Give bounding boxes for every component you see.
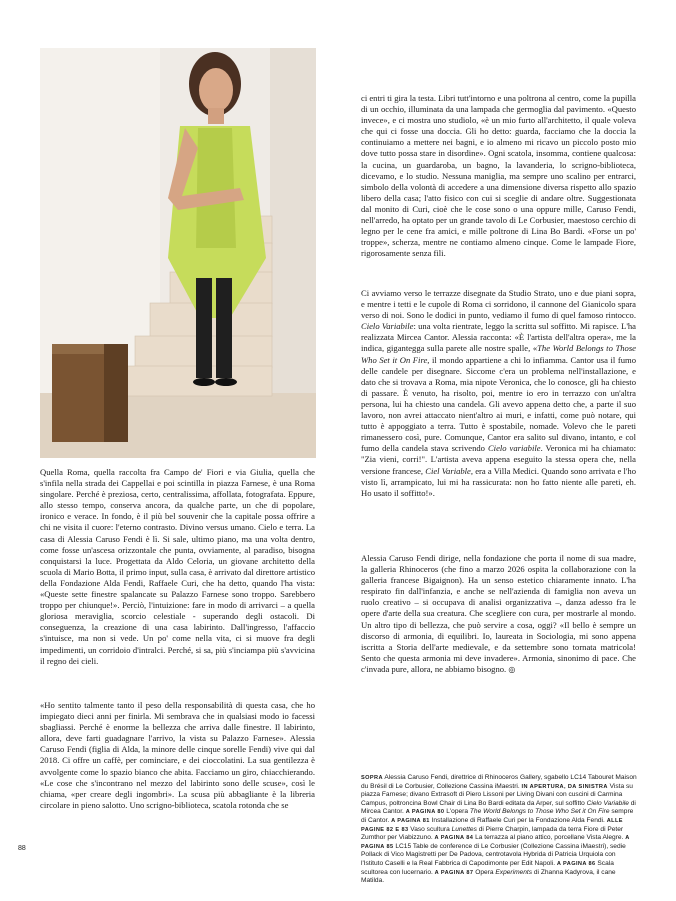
wooden-stool bbox=[52, 344, 128, 442]
body-column-right-3 bbox=[361, 553, 636, 675]
text-run: : una volta rientrate, leggo la scritta sul soffitto. Mi rapisce. L'ha realizzata Mircea Cantor. Alessia racconta: «È l'artista dell'altra opera», me la indica, gigantegga sulla parete alle nostre spalle, « bbox=[361, 321, 637, 354]
body-column-right-1 bbox=[361, 93, 636, 259]
paragraph: «Ho sentito talmente tanto il peso della responsabilità di questa casa, che ho impiegato dieci anni per finirla. Mi sembrava che in qualsiasi modo io facessi sbagliassi. Perché è enorme la bellezza che arriva dalle finestre. Il labirinto, allora, deve farti guadagnare l'arrivo, la vista su Palazzo Farnese». Alessia Caruso Fendi (figlia di Alda, la minore delle cinque sorelle Fendi) vive qui dal 2018. Ci offre un caffè, per cominciare, e dei cioccolatini. La sua gentilezza è avvolgente come lo spazio bianco che abita. Facciamo un giro, chiacchierando. «Le cose che s'incontrano nel mezzo del labirinto sono delle scuse», così le chiama, «per creare degli ingombri». La scusa più abbagliante è la libreria circolare in pieno salotto. Uno scrigno-biblioteca, scatola rotonda che se bbox=[40, 700, 315, 810]
caption-text: sempre di Cantor. bbox=[361, 808, 634, 824]
artwork-title: The World Belongs to Those Who Set it On Fire bbox=[361, 343, 636, 365]
caption-artwork: The World Belongs to Those Who Set it On Fire bbox=[469, 808, 610, 816]
text-run: Ci avviamo verso le terrazze disegnate da Studio Strato, uno e due piani sopra, e mentre i tetti e le cupole di Roma ci sorridono, il cannone del Gianicolo spara verso di noi. Sono le dodici in punto, vediamo il fumo di quel famoso rintocco. bbox=[361, 288, 636, 321]
caption-text: Alessia Caruso Fendi, direttrice di Rhinoceros Gallery, sgabello LC14 Tabouret Maison du Brésil di Le Corbusier, Collezione Cassina iMaestri. bbox=[361, 774, 637, 790]
caption-artwork: Cielo Variabile bbox=[586, 799, 629, 807]
paragraph bbox=[361, 553, 636, 675]
caption-label: IN APERTURA, DA SINISTRA bbox=[521, 783, 608, 790]
caption-label: A PAGINA 84 bbox=[434, 835, 474, 842]
text-run: . Veronica mi ha chiamato: "Zia vieni, corri!". L'artista aveva appena eseguito la stessa opera che, nella versione francese, bbox=[361, 443, 636, 476]
body-column-left-bottom bbox=[40, 700, 315, 811]
text-run: Alessia Caruso Fendi dirige, nella fondazione che porta il nome di sua madre, la galleria Rhinoceros (che fino a marzo 2026 ospita la collaborazione con la galleria francese Bigaignon). Ha un senso estetico chiaramente innato. L'ha respirato fin dall'infanzia, e anche se nell'azienda di famiglia non aveva un ruolo creativo – si occupava di analisi organizzativa –, danza adesso fra le opere d'arte della sua creatura. Che scegliere con cura, per mostrarle al mondo. Un altro tipo di bellezza, che può servire a cosa, oggi? «Il bello è sempre un discorso di armonia, di equilibri. Io, laureata in Sociologia, mi sono appena iscritta a Storia dell'arte medievale, e da settembre sono tornata matricola! Sento che questa armonia mi deve invadere». Armonia, sinonimo di pace. Che c'invada pure, allora, ne abbiamo bisogno. bbox=[361, 553, 636, 674]
page-number: 88 bbox=[18, 845, 26, 852]
caption-text: Vista su piazza Farnese; divano Extrasoft di Piero Lissoni per Living Divani con cuscini di Carmina Campus, poltroncina Bowl Chair di Lina Bo Bardi editata da Arper, sul soffitto bbox=[361, 782, 633, 807]
text-run: , il mondo appartiene a chi lo infiamma. Cantor usa il fumo delle candele per disegnare. Siccome c'era un problema nell'installazione, e dato che si trovava a Roma, mia nipote Veronica, che lo conosce, gli ha chiesto di passare. È venuto, ha risolto, poi, mentre io ero in terrazzo con un'altra persona, lui ha chiesto una candela. Gli avevo appena detto che, a parte il suo lavoro, non avrei attaccato nient'altro ai muri, e infatti, come può notare, qui tutto è appoggiato a terra. Tutto è spostabile, nomade. Volevo che le pareti rimanessero così, pure. Comunque, Cantor era salito sul divano, intanto, e col fumo della candela stava scrivendo bbox=[361, 354, 636, 454]
caption-label: A PAGINA 85 bbox=[361, 835, 630, 850]
caption-label: A PAGINA 80 bbox=[405, 809, 445, 816]
caption-text: di Pierre Charpin, lampada da terra Fiore di Peter Zumthor per Viabizzuno. bbox=[361, 825, 624, 842]
caption-text: Vaso scultura bbox=[408, 825, 452, 833]
caption-text: di Mircea Cantor. bbox=[361, 799, 636, 816]
caption-label: A PAGINA 81 bbox=[391, 817, 430, 824]
body-column-left-top bbox=[40, 467, 315, 667]
paragraph bbox=[361, 288, 636, 499]
portrait-photo bbox=[40, 48, 316, 458]
body-column-right-2 bbox=[361, 288, 636, 499]
caption-artwork: Experiments bbox=[495, 868, 533, 876]
caption-text: Installazione di Raffaele Curi per la Fondazione Alda Fendi. bbox=[429, 816, 607, 824]
artwork-title: Cielo Variabile bbox=[361, 321, 414, 332]
caption-text: di Zhanna Kadyrova, il cane Matilda. bbox=[361, 868, 616, 885]
photo-caption bbox=[361, 774, 637, 886]
caption-text: L'opera bbox=[444, 808, 470, 816]
caption-text: Opera bbox=[473, 868, 496, 876]
caption-label: ALLE PAGINE 82 E 83 bbox=[361, 817, 623, 833]
paragraph: Quella Roma, quella raccolta fra Campo de' Fiori e via Giulia, quella che s'infila nella strada dei Cappellai e poi scintilla in piazza Farnese, è una Roma singolare. Perché è preziosa, certo, centralissima, affollata, fotografata. Eppure, allo stesso tempo, conserva ancora, da qualche parte, un che di popolare, ironico e verace. In fondo, è il più bel souvenir che la capitale possa offrire a chi ne visita il cuore: l'eterno contrasto. Divino versus umano. Cielo e terra. La casa di Alessia Caruso Fendi è lì. Si sale, ultimo piano, ma una volta dentro, come fosse un'ascesa orizzontale che punta, ovviamente, al paradiso, bisogna conquistarsi la luce. Progettata da Aldo Celoria, un giovane architetto della scuola di Mario Botta, il primo input, sulla casa, è arrivato dal direttore artistico della Fondazione Alda Fendi, Raffaele Curi, che ha detto, quando l'ha vista: «Queste sette finestre spalancate su Palazzo Farnese sono troppo. Sarebbero troppo per chiunque!». Perciò, l'intuizione: fare in modo di arrivarci – a quella gloriosa meraviglia, scorcio celestiale - superando degli ostacoli. Di conseguenza, la creazione di una casa labirinto. Dall'ingresso, l'affaccio s'intuisce, ma non si vede. Un po' come nella vita, ci si muove fra degli impedimenti, un corridoio d'intralci. Perché, si sa, più s'inciampa più s'avvicina il regno dei cieli. bbox=[40, 467, 315, 666]
caption-text: Scala scultorea con lucernario. bbox=[361, 859, 614, 876]
caption-label: A PAGINA 87 bbox=[434, 869, 474, 876]
artwork-title: Ciel Variable bbox=[425, 465, 471, 476]
portrait-illustration bbox=[40, 48, 316, 458]
end-mark-icon: ◎ bbox=[508, 664, 516, 674]
caption-label: A PAGINA 86 bbox=[556, 860, 596, 867]
caption-artwork: Lunettes bbox=[451, 825, 477, 833]
caption-text: LC15 Table de conference di Le Corbusier (Collezione Cassina iMaestri), sedie Pollack di Vico Magistretti per De Padova, centrotavola Hybrida di Patricia Urquiola con l'Istituto Caselli e la Real Fabbrica di Capodimonte per Edit Napoli. bbox=[361, 842, 626, 867]
paragraph: ci entri ti gira la testa. Libri tutt'intorno e una poltrona al centro, come la pupilla di un occhio, illuminata da una lampada che germoglia dal pavimento. «Questo invece», e ci mostra uno studiolo, «è un mio furto all'architetto, il quale voleva che qui ci fosse una doccia. Gli ho detto: guarda, facciamo che la doccia la continuiamo a mettere nei bagni, e io almeno mi ricavo un piccolo posto mio dove tutto possa stare in disordine». Ogni scatola, insomma, contiene qualcosa: la cucina, un guardaroba, un bagno, la lavanderia, lo scrigno-biblioteca, dicevamo, e lo studio. Nessuna maniglia, ma sempre uno scalino per entrarci, simbolo della volontà di accedere a una dimensione diversa rispetto allo spazio libero della casa; l'atto fisico con cui si sceglie di andare oltre. Suggestionata dal monito di Curi, cioè che le cose sono o una oppure mille, Caruso Fendi, nell'arredo, ha optato per un grande tavolo di Le Corbusier, maestoso cerchio di legno per le cene fra amici, e mille poltrone di Lina Bo Bardi. «Forse un po' troppe», scherza, mentre ne contiamo almeno cinque. Come le lampade Fiore, rigorosamente senza fili. bbox=[361, 93, 636, 259]
text-run: , era a Villa Medici. Quando sono arrivata e l'ho visto lì, arrampicato, lui mi ha rassicurata: non ho fatto niente alle pareti, eh. Ho usato il soffitto!». bbox=[361, 465, 636, 498]
caption-label: SOPRA bbox=[361, 775, 383, 781]
artwork-title: Cielo variabile bbox=[487, 443, 541, 454]
caption-text: La terrazza al piano attico, porcellane Vista Alegre. bbox=[473, 834, 626, 842]
